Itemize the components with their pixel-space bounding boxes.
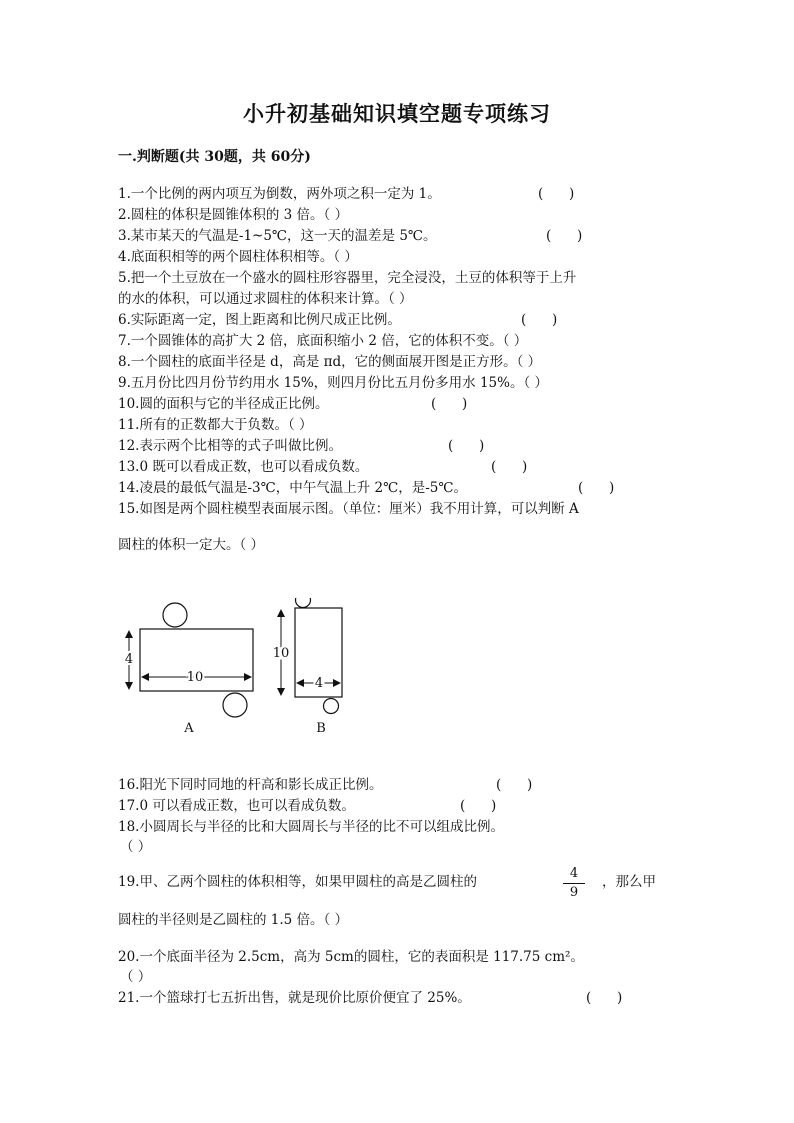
answer-blank[interactable]: ( ) — [546, 228, 583, 244]
a-top-circle — [163, 603, 187, 627]
question-16: 16.阳光下同时同地的杆高和影长成正比例。 ( ) — [118, 777, 533, 793]
question-8: 8.一个圆柱的底面半径是 d，高是 πd，它的侧面展开图是正方形。（ ） — [118, 354, 542, 370]
fraction-denominator: 9 — [569, 885, 579, 900]
b-label: B — [316, 721, 326, 736]
b-bottom-circle — [324, 699, 339, 714]
question-13: 13.0 既可以看成正数，也可以看成负数。 ( ) — [118, 459, 528, 475]
fraction-numerator: 4 — [563, 866, 585, 884]
question-19-cont: 圆柱的半径则是乙圆柱的 1.5 倍。（ ） — [118, 912, 349, 928]
answer-blank[interactable]: ( ) — [491, 459, 528, 475]
section-heading: 一.判断题(共 30题，共 60分) — [118, 149, 311, 165]
question-14: 14.凌晨的最低气温是-3℃，中午气温上升 2℃，是-5℃。 ( ) — [118, 480, 615, 496]
answer-blank[interactable]: ( ) — [586, 990, 623, 1006]
question-4: 4.底面积相等的两个圆柱体积相等。（ ） — [118, 249, 358, 265]
question-20: 20.一个底面半径为 2.5cm，高为 5cm的圆柱，它的表面积是 117.75 cm²。 — [118, 949, 584, 965]
question-17: 17.0 可以看成正数，也可以看成负数。 ( ) — [118, 798, 497, 814]
question-1: 1.一个比例的两内项互为倒数，两外项之积一定为 1。 ( ) — [118, 186, 575, 202]
answer-blank[interactable]: ( ) — [496, 777, 533, 793]
answer-blank[interactable]: ( ) — [448, 438, 485, 454]
answer-blank[interactable]: ( ) — [521, 312, 558, 328]
answer-blank[interactable]: ( ) — [460, 798, 497, 814]
question-20-blank[interactable]: （ ） — [120, 969, 152, 985]
question-21: 21.一个篮球打七五折出售，就是现价比原价便宜了 25%。 ( ) — [118, 990, 623, 1006]
a-height-label: 4 — [124, 652, 134, 667]
question-9: 9.五月份比四月份节约用水 15%，则四月份比五月份多用水 15%。（ ） — [118, 375, 549, 391]
question-18-blank[interactable]: （ ） — [120, 839, 152, 855]
fraction — [563, 866, 585, 901]
a-width-label: 10 — [186, 670, 204, 685]
question-19-tail: ，那么甲 — [602, 874, 656, 890]
question-3: 3.某市某天的气温是-1~5℃，这一天的温差是 5℃。 ( ) — [118, 228, 583, 244]
cylinder-net-figure — [112, 598, 372, 752]
a-bottom-circle — [223, 693, 247, 717]
a-label: A — [184, 721, 194, 736]
question-2: 2.圆柱的体积是圆锥体积的 3 倍。（ ） — [118, 207, 349, 223]
question-5-cont: 的水的体积，可以通过求圆柱的体积来计算。（ ） — [118, 291, 413, 307]
answer-blank[interactable]: ( ) — [578, 480, 615, 496]
question-10: 10.圆的面积与它的半径成正比例。 ( ) — [118, 396, 468, 412]
question-19: 19.甲、乙两个圆柱的体积相等，如果甲圆柱的高是乙圆柱的 ，那么甲 — [118, 874, 656, 890]
question-6: 6.实际距离一定，图上距离和比例尺成正比例。 ( ) — [118, 312, 558, 328]
question-5: 5.把一个土豆放在一个盛水的圆柱形容器里，完全浸没，土豆的体积等于上升 — [118, 270, 577, 286]
question-15: 15.如图是两个圆柱模型表面展示图。（单位：厘米）我不用计算，可以判断 A — [118, 501, 579, 517]
question-18: 18.小圆周长与半径的比和大圆周长与半径的比不可以组成比例。 — [118, 819, 504, 835]
question-11: 11.所有的正数都大于负数。（ ） — [118, 417, 313, 433]
question-12: 12.表示两个比相等的式子叫做比例。 ( ) — [118, 438, 485, 454]
answer-blank[interactable]: ( ) — [431, 396, 468, 412]
page-title: 小升初基础知识填空题专项练习 — [243, 101, 551, 126]
question-7: 7.一个圆锥体的高扩大 2 倍，底面积缩小 2 倍，它的体积不变。（ ） — [118, 333, 528, 349]
b-height-label: 10 — [272, 646, 290, 661]
answer-blank[interactable]: ( ) — [538, 186, 575, 202]
b-top-circle — [296, 598, 311, 608]
figure-svg — [112, 598, 372, 748]
question-15-cont: 圆柱的体积一定大。（ ） — [118, 537, 265, 553]
b-width-label: 4 — [314, 676, 324, 691]
